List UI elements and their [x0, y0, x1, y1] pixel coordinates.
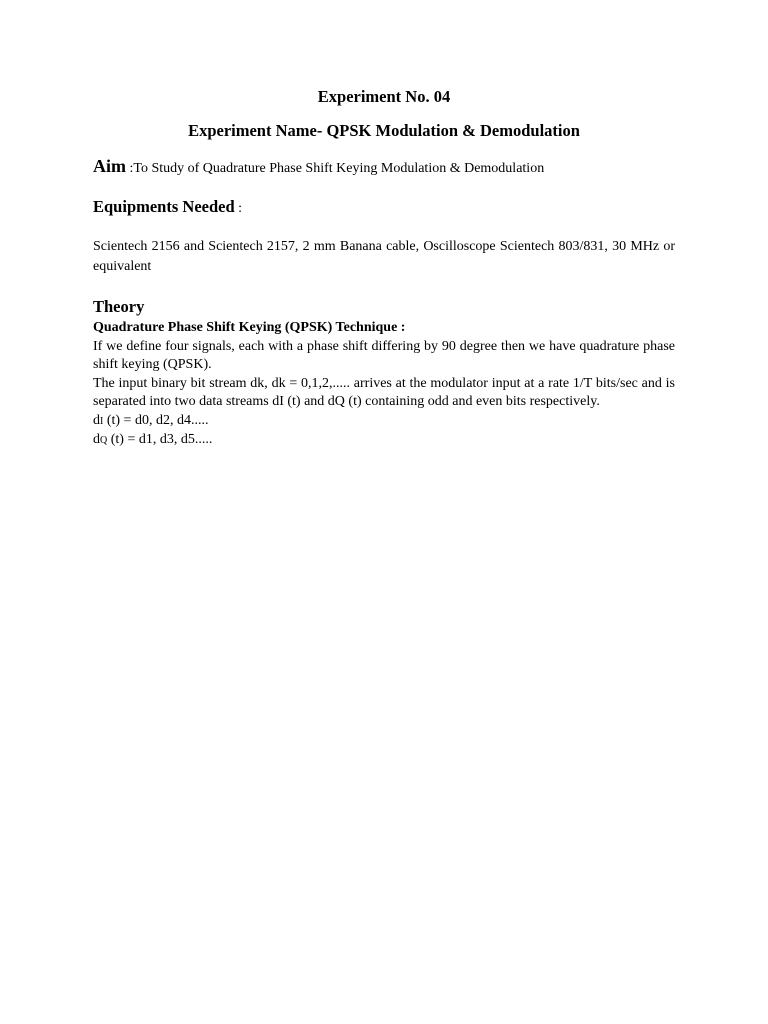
theory-paragraph-2: The input binary bit stream dk, dk = 0,1,2,..... arrives at the modulator input at a rate 1/T bits/sec and is separated into two data streams dI (t) and dQ (t) containing odd and even bits respectively.	[93, 375, 675, 409]
aim-line	[93, 156, 544, 177]
equipments-heading	[93, 197, 242, 217]
aim-text: :To Study of Quadrature Phase Shift Keying Modulation & Demodulation	[126, 161, 545, 176]
equation-di-subscript: I	[100, 415, 104, 427]
equipments-colon: :	[234, 201, 243, 216]
equation-dq	[93, 431, 675, 451]
equipments-label: Equipments Needed	[93, 197, 235, 216]
equation-di	[93, 412, 675, 432]
equipments-list: Scientech 2156 and Scientech 2157, 2 mm Banana cable, Oscilloscope Scientech 803/831, 30 MHz or equivalent	[93, 239, 675, 274]
theory-paragraph-1: If we define four signals, each with a phase shift differing by 90 degree then we have quadrature phase shift keying (QPSK).	[93, 338, 675, 372]
equation-di-d: d	[93, 412, 100, 428]
theory-heading: Theory	[93, 297, 145, 316]
experiment-number-heading: Experiment No. 04	[317, 87, 451, 106]
experiment-name-heading: Experiment Name- QPSK Modulation & Demodulation	[188, 121, 580, 140]
equation-dq-d: d	[93, 432, 100, 447]
theory-subheading: Quadrature Phase Shift Keying (QPSK) Technique :	[93, 320, 406, 335]
equation-dq-subscript: Q	[100, 435, 108, 446]
aim-label: Aim	[93, 156, 126, 176]
equation-dq-rest: (t) = d1, d3, d5.....	[107, 432, 213, 447]
theory-body	[93, 319, 675, 451]
equation-di-rest: (t) = d0, d2, d4.....	[103, 412, 209, 428]
